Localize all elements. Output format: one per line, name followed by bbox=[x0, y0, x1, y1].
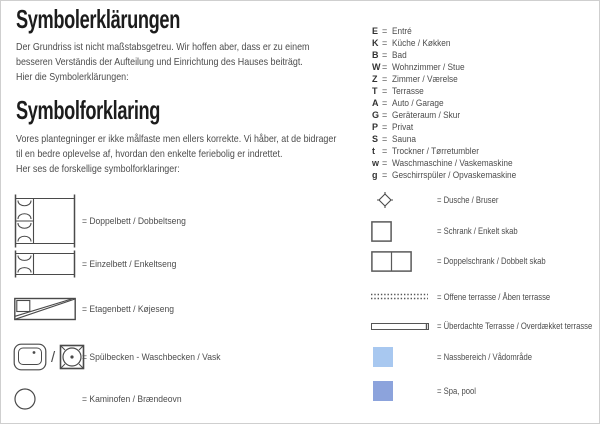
room-code-label: Zimmer / Værelse bbox=[392, 74, 458, 84]
room-code-label: Sauna bbox=[392, 134, 416, 144]
room-code-label: Entré bbox=[392, 26, 412, 36]
room-code-letter: w bbox=[372, 158, 380, 168]
page-title-danish: Symbolforklaring bbox=[16, 95, 161, 125]
room-code-letter: K bbox=[372, 38, 379, 48]
equals-sign: = bbox=[382, 158, 388, 168]
equals-sign: = bbox=[382, 26, 388, 36]
room-code-letter: B bbox=[372, 50, 379, 60]
room-code-row bbox=[372, 133, 527, 145]
room-code-label: Geräteraum / Skur bbox=[392, 110, 461, 120]
room-code-letter: Z bbox=[372, 74, 378, 84]
double-cabinet-label: = Doppelschrank / Dobbelt skab bbox=[437, 256, 546, 266]
intro-line: Vores plantegninger er ikke målfaste men ellers korrekte. Vi håber, at de bidrager bbox=[16, 133, 337, 145]
open-terrace-label: = Offene terrasse / Åben terrasse bbox=[437, 292, 551, 302]
room-code-letter: g bbox=[372, 170, 378, 180]
single-bed-icon bbox=[13, 250, 77, 278]
equals-sign: = bbox=[382, 134, 388, 144]
equals-sign: = bbox=[382, 146, 388, 156]
intro-paragraph-german bbox=[16, 40, 310, 85]
room-code-letter: S bbox=[372, 134, 379, 144]
intro-line: til en bedre oplevelse af, hvordan den enkelte feriebolig er indrettet. bbox=[16, 148, 283, 160]
room-code-label: Bad bbox=[392, 50, 407, 60]
room-code-label: Trockner / Tørretumbler bbox=[392, 146, 479, 156]
shower-icon bbox=[377, 192, 393, 208]
room-code-row bbox=[372, 169, 527, 181]
wood-stove-label: = Kaminofen / Brændeovn bbox=[82, 394, 182, 405]
room-code-letter: A bbox=[372, 98, 379, 108]
cabinet-label: = Schrank / Enkelt skab bbox=[437, 226, 518, 236]
intro-line: Her ses de forskellige symbolforklaringer: bbox=[16, 163, 180, 175]
room-code-row bbox=[372, 61, 527, 73]
room-code-row bbox=[372, 97, 527, 109]
room-code-label: Geschirrspüler / Opvaskemaskine bbox=[392, 170, 517, 180]
equals-sign: = bbox=[382, 170, 388, 180]
double-bed-label: = Doppelbett / Dobbeltseng bbox=[82, 216, 186, 227]
open-terrace-icon bbox=[371, 292, 428, 302]
cabinet-icon bbox=[371, 221, 392, 242]
intro-paragraph-danish bbox=[16, 132, 336, 177]
page-title-german: Symbolerklärungen bbox=[16, 4, 180, 34]
equals-sign: = bbox=[382, 74, 388, 84]
room-code-row bbox=[372, 121, 527, 133]
intro-line: besseren Verständis der Aufteilung und Einrichtung des Hauses beiträgt. bbox=[16, 56, 303, 68]
room-code-label: Terrasse bbox=[392, 86, 424, 96]
room-code-label: Auto / Garage bbox=[392, 98, 444, 108]
room-code-letter: E bbox=[372, 26, 379, 36]
room-code-label: Wohnzimmer / Stue bbox=[392, 62, 465, 72]
equals-sign: = bbox=[382, 86, 388, 96]
room-code-row bbox=[372, 49, 527, 61]
room-code-letter: T bbox=[372, 86, 378, 96]
room-code-letter: P bbox=[372, 122, 379, 132]
room-code-row bbox=[372, 145, 527, 157]
room-code-row bbox=[372, 157, 527, 169]
room-code-row bbox=[372, 73, 527, 85]
room-code-letter: G bbox=[372, 110, 380, 120]
double-bed-icon bbox=[13, 194, 77, 248]
bunk-bed-icon bbox=[14, 297, 76, 321]
room-code-letter: W bbox=[372, 62, 381, 72]
single-bed-label: = Einzelbett / Enkeltseng bbox=[82, 259, 177, 270]
room-code-row bbox=[372, 37, 527, 49]
intro-line: Hier die Symbolerklärungen: bbox=[16, 71, 129, 83]
room-code-letter: t bbox=[372, 146, 375, 156]
bunk-bed-label: = Etagenbett / Køjeseng bbox=[82, 304, 174, 315]
covered-terrace-icon bbox=[371, 322, 429, 331]
room-codes-list bbox=[372, 25, 527, 181]
wet-area-label: = Nassbereich / Vådområde bbox=[437, 352, 533, 362]
room-code-row bbox=[372, 25, 527, 37]
double-cabinet-icon bbox=[371, 251, 412, 272]
spa-pool-label: = Spa, pool bbox=[437, 386, 476, 396]
sink-label: = Spülbecken - Waschbecken / Vask bbox=[82, 352, 221, 363]
equals-sign: = bbox=[382, 38, 388, 48]
room-code-label: Waschmaschine / Vaskemaskine bbox=[392, 158, 513, 168]
equals-sign: = bbox=[382, 50, 388, 60]
room-code-label: Privat bbox=[392, 122, 414, 132]
equals-sign: = bbox=[382, 110, 388, 120]
wet-area-swatch bbox=[373, 347, 393, 367]
shower-label: = Dusche / Bruser bbox=[437, 195, 499, 205]
slash-separator: / bbox=[51, 348, 56, 366]
sink-symbols-group bbox=[13, 343, 85, 371]
room-code-row bbox=[372, 85, 527, 97]
equals-sign: = bbox=[382, 122, 388, 132]
covered-terrace-label: = Überdachte Terrasse / Overdækket terrasse bbox=[437, 321, 593, 331]
equals-sign: = bbox=[382, 62, 388, 72]
intro-line: Der Grundriss ist nicht maßstabsgetreu. Wir hoffen aber, dass er zu einem bbox=[16, 41, 310, 53]
equals-sign: = bbox=[382, 98, 388, 108]
spa-pool-swatch bbox=[373, 381, 393, 401]
wood-stove-icon bbox=[14, 388, 36, 410]
room-code-label: Küche / Køkken bbox=[392, 38, 451, 48]
kitchen-sink-icon bbox=[13, 343, 47, 371]
room-code-row bbox=[372, 109, 527, 121]
